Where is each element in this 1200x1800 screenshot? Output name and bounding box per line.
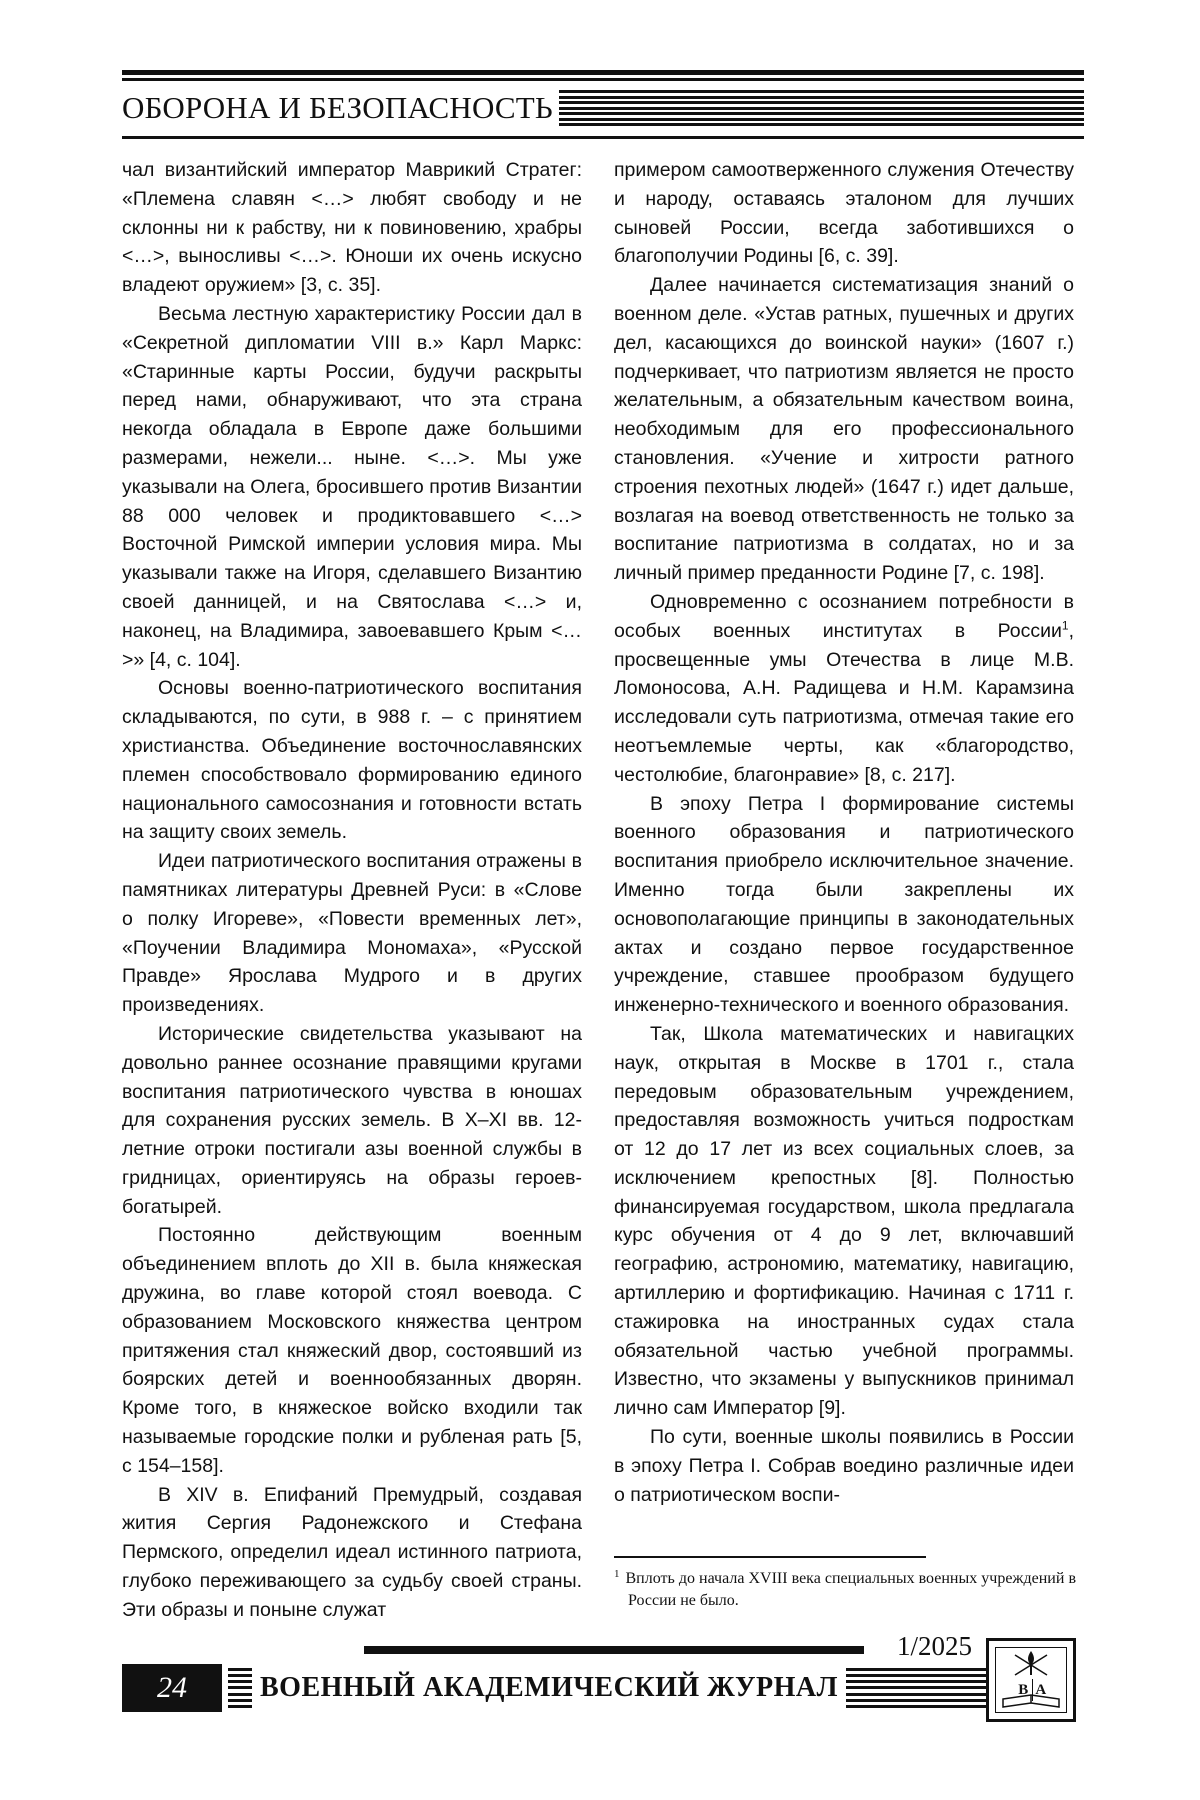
logo-letter: А — [1035, 1682, 1047, 1698]
section-title: ОБОРОНА И БЕЗОПАСНОСТЬ — [122, 90, 553, 125]
page-header — [122, 86, 1084, 130]
footnote — [614, 1568, 1076, 1612]
paragraph-text: , просвещенные умы Отечества в лице М.В. Ломоносова, А.Н. Радищева и Н.М. Карамзина исследовали суть патриотизма, отмечая такие его неотъемлемые черты, как «благородство, честолюбие, благонравие» [8, с. 217]. — [614, 619, 1074, 786]
paragraph: Весьма лестную характеристику России дал в «Секретной дипломатии VIII в.» Карл Маркс: «Старинные карты России, будучи раскрыты перед нами, обнаруживают, что эта страна некогда обладала в Европе даже большими размерами, нежели... ныне. <…>. Мы уже указывали на Олега, бросившего против Византии 88 000 человек и продиктовавшего <…> Восточной Римской империи условия мира. Мы указывали также на Игоря, сделавшего Византию своей данницей, и на Святослава <…> и, наконец, на Владимира, завоевавшего Крым <…>» [4, с. 104]. — [122, 302, 582, 671]
footnote-text: Вплоть до начала XVIII века специальных военных учреждений в России не было. — [625, 1570, 1076, 1609]
paragraph — [614, 588, 1074, 790]
footer-stripes-right — [846, 1668, 990, 1708]
header-top-rule — [122, 70, 1084, 75]
footer-rule — [364, 1646, 864, 1654]
header-bottom-rule — [122, 136, 1084, 139]
journal-logo — [986, 1638, 1076, 1722]
paragraph: Постоянно действующим военным объединением вплоть до XII в. была княжеская дружина, во главе которой стоял воевода. С образованием Московского княжества центром притяжения стал княжеский двор, состоявший из боярских детей и военнообязанных дворян. Кроме того, в княжеское войско входили так называемые городские полки и рубленая рать [5, с 154–158]. — [122, 1224, 582, 1477]
paragraph: чал византийский император Маврикий Стратег: «Племена славян <…> любят свободу и не склонны ни к рабству, ни к повиновению, храбры <…>, выносливы <…>. Юноши их очень искусно владеют оружием» [3, с. 35]. — [122, 159, 582, 297]
logo-letter: В — [1015, 1679, 1033, 1701]
paragraph: Основы военно-патриотического воспитания складываются, по сути, в 988 г. – с принятием христианства. Объединение восточнославянских племен способствовало формированию единого национального самосознания и готовности встать на защиту своих земель. — [122, 677, 582, 844]
paragraph: Так, Школа математических и навигацких наук, открытая в Москве в 1701 г., стала передовым образовательным учреждением, предоставляя возможность учиться подросткам от 12 до 17 лет из всех социальных слоев, за исключением крепостных [8]. Полностью финансируемая государством, школа предлагала курс обучения от 4 до 9 лет, включавший географию, астрономию, математику, навигацию, артиллерию и фортификацию. Начиная с 1711 г. стажировка на иностранных судах стала обязательной частью учебной программы. Известно, что экзамены у выпускников принимал лично сам Император [9]. — [614, 1022, 1074, 1420]
header-stripes — [559, 90, 1084, 126]
paragraph: В XIV в. Епифаний Премудрый, создавая жития Сергия Радонежского и Стефана Пермского, определил идеал истинного патриота, глубоко переживающего за судьбу своей страны. Эти образы и поныне служат — [122, 1483, 582, 1621]
paragraph: В эпоху Петра I формирование системы военного образования и патриотического воспитания приобрело исключительное значение. Именно тогда были закреплены их основополагающие принципы в законодательных актах и создано первое государственное учреждение, ставшее прообразом будущего инженерно-технического и военного образования. — [614, 792, 1074, 1017]
paragraph: Далее начинается систематизация знаний о военном деле. «Устав ратных, пушечных и других дел, касающихся до воинской науки» (1607 г.) подчеркивает, что патриотизм является не просто желательным, а обязательным качеством воина, необходимым для его профессионального становления. «Учение и хитрости ратного строения пехотных людей» (1647 г.) идет дальше, возлагая на воевод ответственность не только за воспитание патриотизма в солдатах, но и за личный пример преданности Родине [7, с. 198]. — [614, 274, 1074, 585]
journal-title: ВОЕННЫЙ АКАДЕМИЧЕСКИЙ ЖУРНАЛ — [260, 1672, 838, 1703]
paragraph: По сути, военные школы появились в России в эпоху Петра I. Собрав воедино различные идеи о патриотическом воспи- — [614, 1426, 1074, 1506]
header-second-rule — [122, 78, 1084, 81]
footnote-rule — [614, 1556, 926, 1558]
page-number: 24 — [122, 1664, 222, 1712]
paragraph: примером самоотверженного служения Отечеству и народу, оставаясь эталоном для лучших сыновей России, всегда заботившихся о благополучии Родины [6, с. 39]. — [614, 159, 1074, 268]
footnote-number: 1 — [614, 1567, 620, 1580]
footer-stripes-left — [228, 1668, 252, 1708]
paragraph-text: Одновременно с осознанием потребности в особых военных институтах в России — [614, 590, 1074, 642]
footnote-ref[interactable]: 1 — [1061, 618, 1069, 633]
issue-number: 1/2025 — [896, 1631, 972, 1661]
right-column — [614, 156, 1074, 1509]
left-column — [122, 156, 582, 1625]
paragraph: Идеи патриотического воспитания отражены в памятниках литературы Древней Руси: в «Слове о полку Игореве», «Повести временных лет», «Поучении Владимира Мономаха», «Русской Правде» Ярослава Мудрого и в других произведениях. — [122, 850, 582, 1017]
paragraph: Исторические свидетельства указывают на довольно раннее осознание правящими кругами воспитания патриотического чувства в юношах для сохранения русских земель. В X–XI вв. 12-летние отроки постигали азы военной службы в гридницах, ориентируясь на образы героев-богатырей. — [122, 1022, 582, 1218]
page-footer — [122, 1664, 990, 1712]
logo-letters — [1015, 1679, 1049, 1701]
